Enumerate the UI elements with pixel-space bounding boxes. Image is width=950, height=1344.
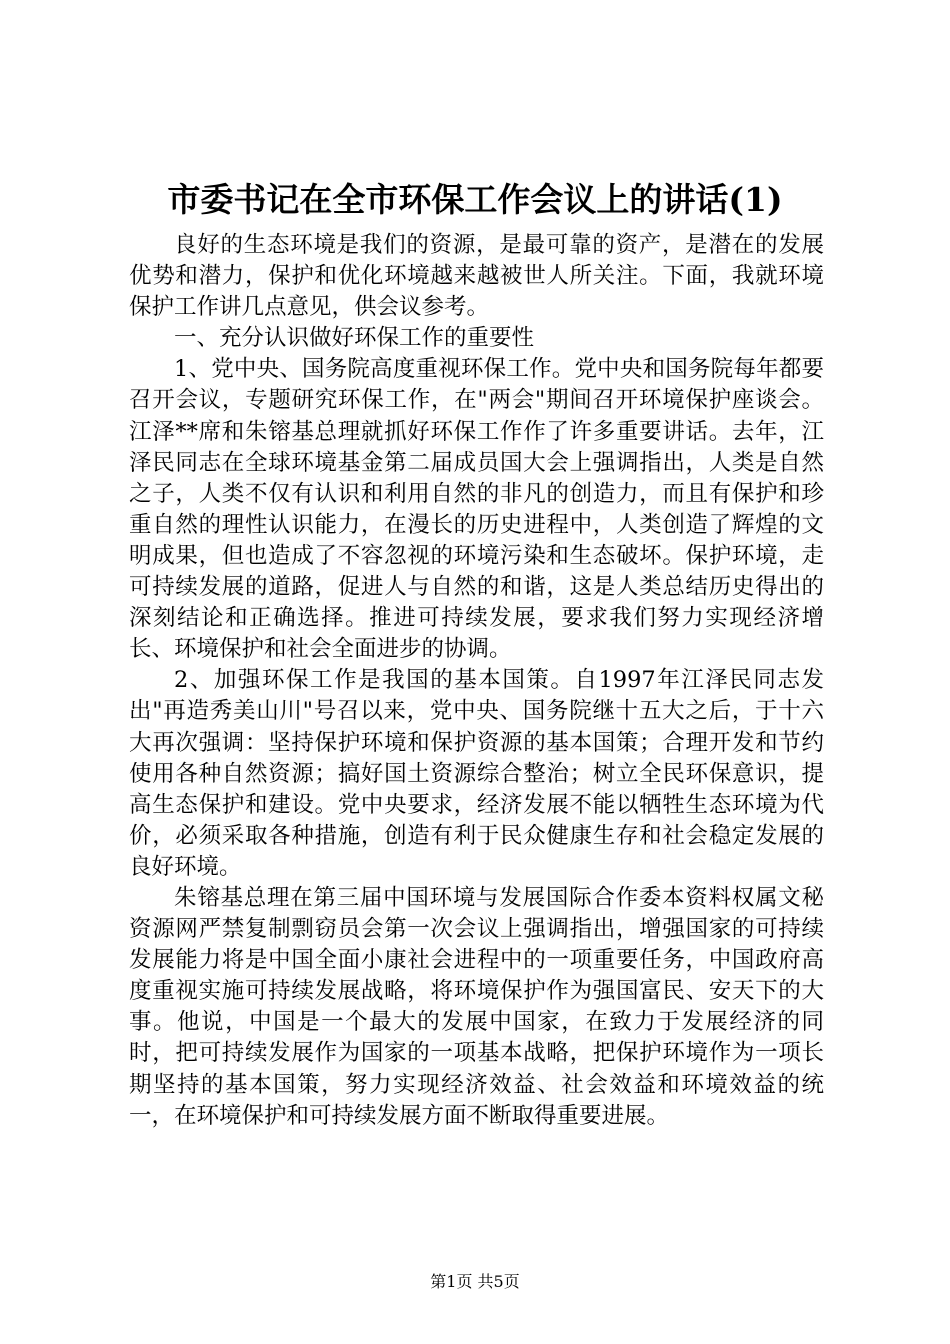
- paragraph-intro: 良好的生态环境是我们的资源，是最可靠的资产，是潜在的发展优势和潜力，保护和优化环境越来越被世人所关注。下面，我就环境保护工作讲几点意见，供会议参考。: [129, 232, 824, 321]
- section-heading-1: 一、充分认识做好环保工作的重要性: [174, 325, 535, 352]
- document-body: [129, 230, 824, 1132]
- paragraph-zhu-rongji: 朱镕基总理在第三届中国环境与发展国际合作委本资料权属文秘资源网严禁复制剽窃员会第一次会议上强调指出，增强国家的可持续发展能力将是中国全面小康社会进程中的一项重要任务，中国政府高度重视实施可持续发展战略，将环境保护作为强国富民、安天下的大事。他说，中国是一个最大的发展中国家，在致力于发展经济的同时，把可持续发展作为国家的一项基本战略，把保护环境作为一项长期坚持的基本国策，努力实现经济效益、社会效益和环境效益的统一，在环境保护和可持续发展方面不断取得重要进展。: [129, 884, 824, 1129]
- paragraph-point-2: 2、加强环保工作是我国的基本国策。自1997年江泽民同志发出"再造秀美山川"号召以来，党中央、国务院继十五大之后，于十六大再次强调：坚持保护环境和保护资源的基本国策；合理开发和节约使用各种自然资源；搞好国土资源综合整治；树立全民环保意识，提高生态保护和建设。党中央要求，经济发展不能以牺牲生态环境为代价，必须采取各种措施，创造有利于民众健康生存和社会稳定发展的良好环境。: [129, 667, 824, 880]
- paragraph-point-1: 1、党中央、国务院高度重视环保工作。党中央和国务院每年都要召开会议，专题研究环保工作，在"两会"期间召开环境保护座谈会。江泽**席和朱镕基总理就抓好环保工作作了许多重要讲话。去年，江泽民同志在全球环境基金第二届成员国大会上强调指出，人类是自然之子，人类不仅有认识和利用自然的非凡的创造力，而且有保护和珍重自然的理性认识能力，在漫长的历史进程中，人类创造了辉煌的文明成果，但也造成了不容忽视的环境污染和生态破坏。保护环境，走可持续发展的道路，促进人与自然的和谐，这是人类总结历史得出的深刻结论和正确选择。推进可持续发展，要求我们努力实现经济增长、环境保护和社会全面进步的协调。: [129, 356, 824, 663]
- page-footer: 第1页 共5页: [430, 1272, 520, 1291]
- document-title: 市委书记在全市环保工作会议上的讲话(1): [167, 180, 783, 219]
